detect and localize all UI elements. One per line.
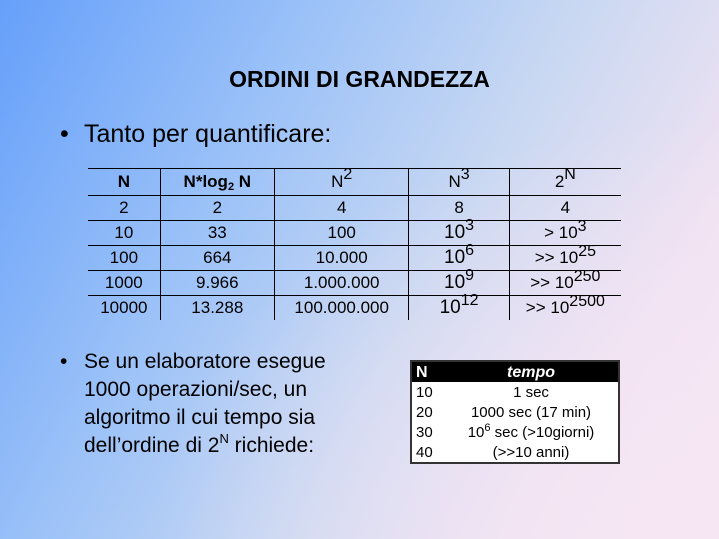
cell-time: $10^6$ sec (>10giorni) <box>467 421 595 441</box>
cell-two-pow-n: > $10^3$ <box>509 221 621 246</box>
table-row <box>411 402 619 422</box>
cell-n-squared: 1.000.000 <box>274 271 409 296</box>
cell-n: 10 <box>416 383 433 401</box>
table-row <box>411 422 619 442</box>
bullet-line: dell’ordine di $2^N$ richiede: <box>84 431 315 457</box>
header-n-cubed: $N^3$ <box>409 169 509 196</box>
cell-n-cubed: $10^6$ <box>409 246 509 271</box>
cell-n: 2 <box>88 196 160 221</box>
cell-nlogn: 2 <box>160 196 274 221</box>
cell-two-pow-n: >> $10^{2500}$ <box>509 296 621 321</box>
header-n-squared: $N^2$ <box>274 169 409 196</box>
table-row <box>88 246 621 271</box>
time-table-header <box>411 361 619 382</box>
cell-n: 40 <box>416 443 433 461</box>
growth-table-header <box>88 169 621 196</box>
cell-n-squared: 4 <box>274 196 409 221</box>
table-row <box>88 221 621 246</box>
cell-n: 100 <box>88 246 160 271</box>
table-row <box>88 196 621 221</box>
bullet-line: algoritmo il cui tempo sia <box>84 406 316 429</box>
cell-n-squared: 10.000 <box>274 246 409 271</box>
cell-n: 30 <box>416 423 433 441</box>
table-row <box>411 442 619 463</box>
cell-n-cubed: $10^3$ <box>409 221 509 246</box>
cell-time: 1 sec <box>513 383 549 401</box>
cell-n-squared: 100.000.000 <box>274 296 409 321</box>
cell-n-cubed: $10^9$ <box>409 271 509 296</box>
cell-n-squared: 100 <box>274 221 409 246</box>
cell-n-cubed: $10^{12}$ <box>409 296 509 321</box>
growth-table <box>88 168 621 320</box>
header-time: tempo <box>444 361 619 382</box>
cell-n: 20 <box>416 403 433 421</box>
header-n: N <box>411 361 444 382</box>
cell-n: 10000 <box>88 296 160 321</box>
header-nlogn: $N*\log_2$ N <box>160 169 274 196</box>
bullet-line: Se un elaboratore esegue <box>84 350 326 373</box>
header-n: N <box>88 169 160 196</box>
bullet-text <box>84 348 404 460</box>
cell-nlogn: 9.966 <box>160 271 274 296</box>
bullet-line: 1000 operazioni/sec, un <box>84 378 307 401</box>
cell-two-pow-n: 4 <box>509 196 621 221</box>
table-row <box>88 296 621 321</box>
cell-time: 1000 sec (17 min) <box>470 403 592 421</box>
cell-n: 10 <box>88 221 160 246</box>
cell-nlogn: 33 <box>160 221 274 246</box>
cell-nlogn: 13.288 <box>160 296 274 321</box>
slide-title: ORDINI DI GRANDEZZA <box>229 66 490 92</box>
time-table <box>410 360 620 464</box>
cell-two-pow-n: >> $10^{250}$ <box>509 271 621 296</box>
cell-n: 1000 <box>88 271 160 296</box>
header-two-pow-n: $2^N$ <box>509 169 621 196</box>
cell-nlogn: 664 <box>160 246 274 271</box>
table-row <box>88 271 621 296</box>
cell-n-cubed: 8 <box>409 196 509 221</box>
bullet-dot: • <box>60 120 69 148</box>
bullet-text: Tanto per quantificare: <box>84 120 332 148</box>
cell-time: (>>10 anni) <box>492 443 570 461</box>
cell-two-pow-n: >> $10^{25}$ <box>509 246 621 271</box>
bullet-dot: • <box>60 350 68 373</box>
table-row <box>411 382 619 402</box>
